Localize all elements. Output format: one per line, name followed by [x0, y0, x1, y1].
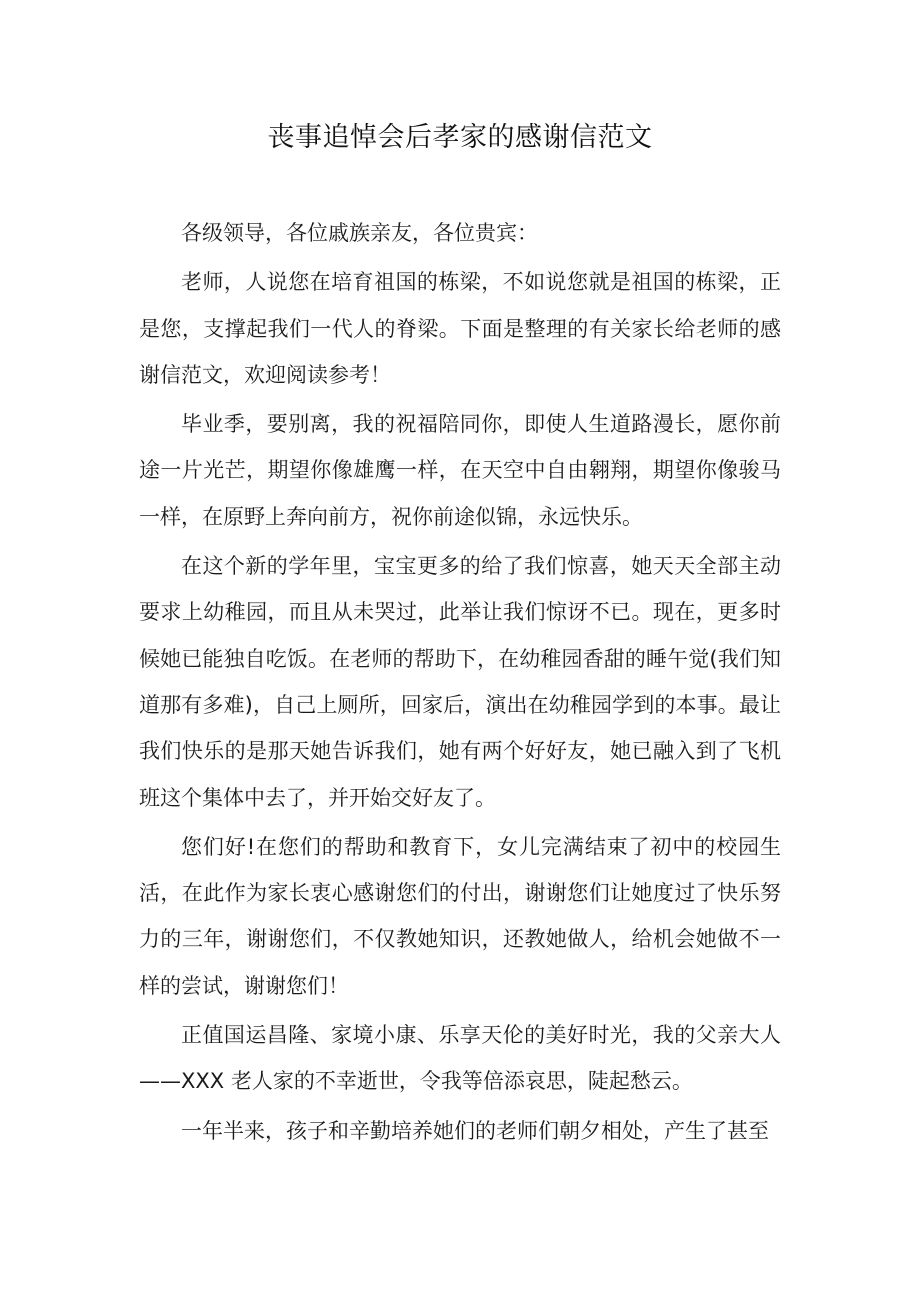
paragraph: 毕业季，要别离，我的祝福陪同你，即使人生道路漫长，愿你前途一片光芒，期望你像雄鹰一样，在天空中自由翱翔，期望你像骏马一样，在原野上奔向前方，祝你前途似锦，永远快乐。 [139, 412, 781, 529]
document-title: 丧事追悼会后孝家的感谢信范文 [267, 122, 653, 153]
paragraph: 您们好!在您们的帮助和教育下，女儿完满结束了初中的校园生活，在此作为家长衷心感谢您们的付出，谢谢您们让她度过了快乐努力的三年，谢谢您们，不仅教她知识，还教她做人，给机会她做不一样的尝试，谢谢您们！ [139, 834, 781, 998]
paragraph-salutation: 各级领导，各位戚族亲友，各位贵宾： [181, 221, 538, 245]
paragraph: 一年半来，孩子和辛勤培养她们的老师们朝夕相处，产生了甚至 [181, 1118, 769, 1143]
paragraph: 老师，人说您在培育祖国的栋梁，不如说您就是祖国的栋梁，正是您，支撑起我们一代人的脊梁。下面是整理的有关家长给老师的感谢信范文，欢迎阅读参考！ [139, 270, 781, 387]
document-body [139, 210, 781, 1157]
paragraph: 正值国运昌隆、家境小康、乐享天伦的美好时光，我的父亲大人——XXX 老人家的不幸逝世，令我等倍添哀思，陡起愁云。 [139, 1023, 781, 1094]
paragraph: 在这个新的学年里，宝宝更多的给了我们惊喜，她天天全部主动要求上幼稚园，而且从未哭过，此举让我们惊讶不已。现在，更多时候她已能独自吃饭。在老师的帮助下，在幼稚园香甜的睡午觉(我们知道那有多难)，自己上厕所，回家后，演出在幼稚园学到的本事。最让我们快乐的是那天她告诉我们，她有两个好好友，她已融入到了飞机班这个集体中去了，并开始交好友了。 [139, 554, 781, 810]
